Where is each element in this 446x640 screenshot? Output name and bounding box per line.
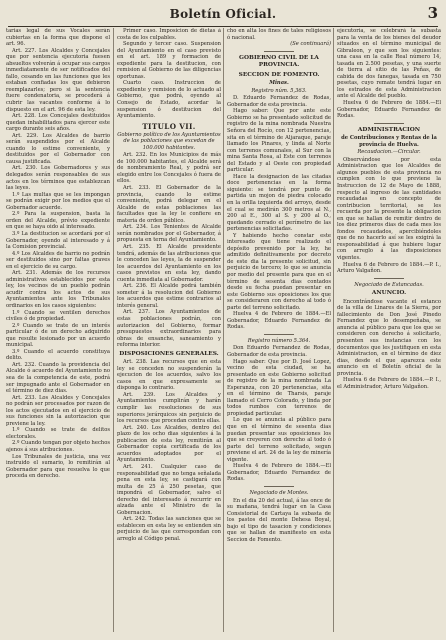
section-heading: ADMINISTRACION xyxy=(357,126,421,133)
section-heading: DISPOSICIONES GENERALES. xyxy=(119,350,219,357)
section-heading: GOBIERNO CIVIL DE LA PROVINCIA. xyxy=(239,54,319,69)
signature: Huelva 6 de Febrero de 1884.—P. I., el Administrador, Arturo Valgañon. xyxy=(337,377,441,390)
subsection-heading: Negociado de Estancadas. xyxy=(354,281,424,288)
paragraph: Cuarto caso. Instruccion de expediente y remision de lo actuado al Gobierno, que podrá, oyendo al Consejo de Estado, acordar la suspension ó destitucion del Ayuntamiento. xyxy=(117,80,221,120)
column-3 xyxy=(227,28,331,634)
section-heading-sub: de Contribuciones y Rentas de la provincia de Huelva. xyxy=(341,135,437,148)
paragraph: Don Eduardo Fernandez de Rodas, Gobernador de esta provincia. xyxy=(227,345,331,359)
paragraph: Los Tribunales de justicia, una vez instruido el sumario, lo remitirán al Gobernador para que resuelva lo que proceda en derecho. xyxy=(6,453,110,480)
paragraph: 3.º Cuando el acuerdo constituya delito. xyxy=(6,348,110,362)
signature: Huelva 6 de Febrero de 1884.—P. I., Arturo Valgañon. xyxy=(337,261,441,275)
paragraph: En el dia 20 del actual, á las once de su mañana, tendrá lugar en la Casa Consistorial de Cartaya la subasta de los pastos del monte Dehesa Boyal, bajo el tipo de tasacion y condiciones que se hallan de manifiesto en esta Seccion de Fomento. xyxy=(227,497,331,543)
separator xyxy=(374,123,404,124)
paragraph: Art. 230. Los Gobernadores y sus delegados serán responsables de sus actos en los términos que establezcan las leyes. xyxy=(6,165,110,192)
column-4 xyxy=(337,28,441,634)
paragraph: Art. 242. Todas las sanciones que se establecen en esta ley se entienden sin perjuicio de las que correspondan con arreglo al Código penal. xyxy=(117,516,221,542)
column-2 xyxy=(117,28,221,634)
paragraph: Art. 241. Cualquier caso de responsabilidad que no tenga señalada pena en esta ley, se castigará con multa de 25 á 250 pesetas, que impondrá el Gobernador, salvo el derecho del interesado á recurrir en alzada ante el Ministro de la Gobernacion. xyxy=(117,463,221,516)
paragraph: Art. 235. El Alcalde presidente tendrá, además de las atribuciones que le conceden las leyes, la de suspender los acuerdos del Ayuntamiento en los casos previstos en esta ley, dando cuenta inmediata al Gobernador. xyxy=(117,243,221,283)
paragraph: Art. 232. Cuando la providencia del Alcalde ó acuerdo del Ayuntamiento no sea de la competencia de este, podrá ser impugnado ante el Gobernador en el término de diez dias. xyxy=(6,361,110,395)
paragraph: 2.º Cuando se trate de un interés particular ó de un derecho adquirido que resulte lesionado por un acuerdo municipal. xyxy=(6,322,110,349)
separator xyxy=(264,51,294,52)
section-subtitle: Gobierno político de los Ayuntamientos de las poblaciones que excedan de 100.000 habitantes. xyxy=(117,131,221,151)
column-divider xyxy=(113,28,114,632)
paragraph: Art. 237. Los Ayuntamientos de estas poblaciones podrán, con autorizacion del Gobierno, formar presupuestos extraordinarios para obras de ensanche, saneamiento y reforma interior. xyxy=(117,309,221,349)
page-number: 3 xyxy=(427,4,438,22)
subsection-heading: Recaudacion.—Circular. xyxy=(357,149,421,156)
column-1 xyxy=(6,28,110,634)
paragraph: Hago saber: Que por D. José Lopez, vecino de esta ciudad, se ha presentado en este Gobierno solicitud de registro de la mina nombrada La Esperanza, con 20 pertenencias, sita en el término de Tharsis, paraje llamado el Cerro Colorado, y linda por todos rumbos con terrenos de propiedad particular. xyxy=(227,358,331,417)
masthead xyxy=(0,4,446,24)
section-title: TITULO VII. xyxy=(142,121,196,131)
paragraph: Art. 232. En los Municipios de más de 100.000 habitantes, el Alcalde será de nombramiento Real, y podrá ser elegido entre los Concejales ó fuera de ellos. xyxy=(117,152,221,185)
separator xyxy=(374,278,404,279)
paragraph: Encontrándose vacante el estanco de la villa de Linares de la Sierra, por fallecimiento de Don José Pinedo Fernandez que lo desempeñaba, se anuncia al público para que los que se consideren con derecho á solicitarlo, presenten sus instancias con los documentos que les justifiquen en esta Administracion, en el término de diez dias, desde el que aparezca este anuncio en el Boletín oficial de la provincia. xyxy=(337,298,441,377)
separator xyxy=(264,486,294,487)
masthead-title: Boletín Oficial. xyxy=(169,7,277,21)
paragraph: Art. 228. Los Concejales destituidos quedan inhabilitados para ejercer este cargo durante seis años. xyxy=(6,113,110,133)
paragraph: Y habiendo hecho constar este interesado que tiene realizado el depósito prevenido por la ley, he admitido definitivamente por decreto de este dia la presente solicitud, sin perjuicio de tercero; lo que se anuncia por medio del presente para que en el término de sesenta dias contados desde su fecha puedan presentar en este Gobierno sus oposiciones los que se consideraren con derecho al todo ó parte del terreno solicitado. xyxy=(227,232,331,311)
subsection-heading: Minas. xyxy=(269,80,289,87)
signature: Huelva 4 de Febrero de 1884.—El Gobernador, Eduardo Fernandez de Rodas. xyxy=(227,463,331,483)
paragraph: cho en alta los fines de tales religiosos ó nacional. xyxy=(227,28,331,41)
paragraph: Lo que se anuncia al público para que en el término de sesenta dias puedan presentar sus oposiciones los que se creyeren con derecho al todo ó parte del terreno solicitado, segun previene el art. 24 de la ley de minería vigente. xyxy=(227,417,331,463)
paragraph: Hace la designacion de las citadas doce pertenencias en la forma siguiente: se tendrá por punto de partida un mojon de piedra colocado en la orilla izquierda del arroyo, desde el cual se medirán 300 metros al N., 200 al E., 300 al S. y 200 al O., quedando cerrado el perímetro de las pertenencias solicitadas. xyxy=(227,173,331,233)
paragraph: Art. 233. Los Alcaldes y Concejales no podrán ser procesados por razon de los actos ejecutados en el ejercicio de sus funciones sin la autorizacion que previene la ley. xyxy=(6,394,110,427)
paragraph: 2.º Para la suspension, basta la orden del Alcalde, prévio expediente en que se haya oido al interesado. xyxy=(6,211,110,231)
section-heading: ANUNCIO. xyxy=(371,290,407,297)
paragraph: Art. 236. El Alcalde podrá también someter á la resolucion del Gobierno los acuerdos que estime contrarios al interés general. xyxy=(117,283,221,309)
paragraph: 4.º Los Alcaldes de barrio no podrán ser destituidos sino por faltas graves en el ejercicio de su cargo. xyxy=(6,250,110,270)
registry-number: Registro núm. 5,363. xyxy=(251,87,307,94)
subsection-heading: Negociado de Montes. xyxy=(249,489,309,496)
continuation-note: (Se continuará) xyxy=(290,41,331,48)
section-heading: SECCION DE FOMENTO. xyxy=(238,71,320,78)
masthead-rule xyxy=(8,26,438,27)
paragraph: Art. 238. Las recursos que en esta ley se conceden no suspenderán la ejecucion de los acuerdos, salvo los casos en que expresamente se disponga lo contrario. xyxy=(117,359,221,392)
paragraph: ejecutoria, se celebrará la subasta para la venta de los bienes del deudor situados en el término municipal de Gibraleon, y que son los siguientes: una casa en la calle Real número 14, tasada en 2.500 pesetas, y una suerte de tierra al sitio de las Peñas, de cabida de dos fanegas, tasada en 750 pesetas, cuyo remate tendrá lugar en los estrados de esta Administracion ante el Alcalde del pueblo. xyxy=(337,28,441,100)
paragraph: Art. 239. Los Alcaldes y Ayuntamientos cumplirán y harán cumplir las resoluciones de sus superiores jerárquicos sin perjuicio de los recursos que procedan contra ellas. xyxy=(117,391,221,425)
column-divider xyxy=(333,28,334,632)
paragraph: Art. 240. Los Alcaldes, dentro del plazo de los ocho dias siguientes á la publicacion de esta ley, remitirán al Gobernador copia certificada de los acuerdos adoptados por el Ayuntamiento. xyxy=(117,424,221,464)
paragraph: Art. 234. Los Tenientes de Alcalde serán nombrados por el Gobernador, á propuesta en terna del Ayuntamiento. xyxy=(117,224,221,244)
paragraph: Art. 233. El Gobernador de la provincia, cuando lo estime conveniente, podrá delegar en el Alcalde de estas poblaciones las facultades que la ley le confiere en materia de orden público. xyxy=(117,185,221,224)
paragraph: tarias legal de sus Vocales serán cubiertas en la forma que dispone el art. 96. xyxy=(6,28,110,48)
paragraph: 1.º Cuando se trate de delitos electorales. xyxy=(6,427,110,440)
paragraph: Primer caso. Imposicion de dietas á costa de los culpables. xyxy=(117,28,221,41)
paragraph: 1.º Las multas que se les impongan se podrán exigir por los medios que el Gobernador acuerde. xyxy=(6,191,110,211)
paragraph: Observándose por esta Administracion que los Alcaldes de algunos pueblos de esta provincia no cumplen con lo que previene la Instruccion de 12 de Mayo de 1888, respecto al ingreso de las cantidades recaudadas en concepto de contribucion territorial, se les recuerda por la presente la obligacion en que se hallan de remitir dentro de los diez primeros dias de cada mes los fondos recaudados, apercibiéndoles que de no hacerlo así se les exigirá la responsabilidad á que hubiere lugar con arreglo á las disposiciones vigentes. xyxy=(337,156,441,261)
paragraph: Segundo y tercer caso. Suspension del Ayuntamiento en el caso previsto en el art. 189 y formacion de expediente para la destitucion, con remision al Gobierno de las diligencias oportunas. xyxy=(117,41,221,80)
paragraph: Art. 227. Los Alcaldes y Concejales que por sentencia ejecutoria fuesen absueltos volverán á ocupar sus cargos inmediatamente de ser notificados del fallo, cesando en las funciones que les estaban confiadas los que debieron reemplazarles; pero si la sentencia fuere condenatoria, se procederá á cubrir las vacantes conforme á lo dispuesto en el art. 96 de esta ley. xyxy=(6,47,110,113)
paragraph: Hago saber: Que por ante este Gobierno se ha presentado solicitud de registro de la mina nombrada Nuestra Señora del Rocío, con 12 pertenencias, sita en el término de Aljaraque, paraje llamado los Pinares, y linda al Norte con terrenos comunales, al Sur con la mina Santa Rosa, al Este con terrenos del Estado y al Oeste con propiedad particular. xyxy=(227,108,331,174)
paragraph: 3.º La destitucion se acordará por el Gobernador, oyendo al interesado y á la Comision provincial. xyxy=(6,230,110,251)
paragraph: D. Eduardo Fernandez de Rodas, Gobernador de esta provincia. xyxy=(227,95,331,108)
column-divider xyxy=(223,28,224,632)
signature: Huelva 6 de Febrero de 1884.—El Gobernador, Eduardo Fernandez de Rodas. xyxy=(337,100,441,120)
signature: Huelva 4 de Febrero de 1884.—El Gobernador, Eduardo Fernandez de Rodas. xyxy=(227,311,331,331)
registry-number: Registro número 5.364. xyxy=(247,337,311,344)
separator xyxy=(264,334,294,335)
paragraph: 1.º Cuando se ventilen derechos civiles ó de propiedad. xyxy=(6,309,110,323)
paragraph: 2.º Cuando tengan por objeto hechos ajenos á sus atribuciones. xyxy=(6,440,110,453)
paragraph: Art. 229. Los Alcaldes de barrio serán suspendidos por el Alcalde cuando lo estime conveniente, y destituidos por el Gobernador con causa justificada. xyxy=(6,132,110,165)
paragraph: Art. 231. Además de los recursos administrativos establecidos por esta ley, los vecinos de un pueblo podrán acudir contra los actos de sus Ayuntamientos ante los Tribunales ordinarios en los casos siguientes: xyxy=(6,270,110,309)
